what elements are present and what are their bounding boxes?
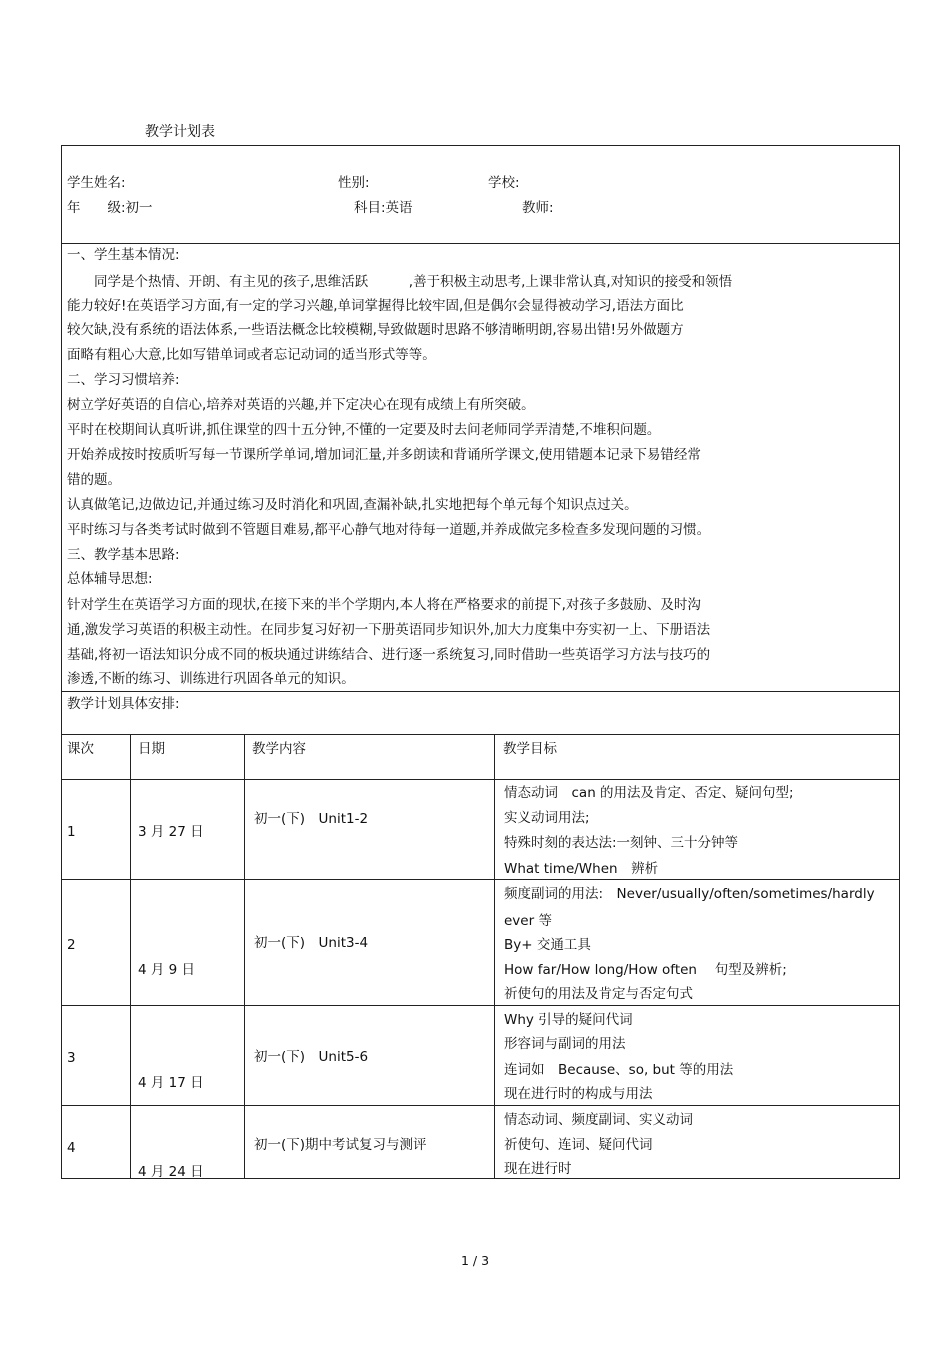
row-goal-line: How far/How long/How often 句型及辨析; bbox=[504, 962, 787, 978]
row-date: 4 月 17 日 bbox=[138, 1075, 204, 1091]
section1-line: 同学是个热情、开朗、有主见的孩子,思维活跃 ,善于积极主动思考,上课非常认真,对知识的接受和领悟 bbox=[67, 274, 733, 290]
gender-label: 性别: bbox=[338, 175, 370, 191]
row-goal-line: 祈使句、连词、疑问代词 bbox=[504, 1137, 653, 1153]
row-goal-line: 频度副词的用法: Never/usually/often/sometimes/hardly bbox=[504, 886, 875, 902]
row-goal-line: 实义动词用法; bbox=[504, 810, 590, 826]
document-title: 教学计划表 bbox=[145, 124, 215, 140]
row-goal-line: ever 等 bbox=[504, 913, 552, 929]
section3-line: 针对学生在英语学习方面的现状,在接下来的半个学期内,本人将在严格要求的前提下,对孩子多鼓励、及时沟 bbox=[67, 597, 701, 613]
section3-line: 通,激发学习英语的积极主动性。在同步复习好初一下册英语同步知识外,加大力度集中夯实初一上、下册语法 bbox=[67, 622, 711, 638]
row-goal-line: 情态动词、频度副词、实义动词 bbox=[504, 1112, 693, 1128]
row-content: 初一(下) Unit5-6 bbox=[254, 1049, 369, 1065]
header-divider bbox=[61, 243, 900, 244]
student-name-label: 学生姓名: bbox=[67, 175, 126, 191]
row-lesson-number: 1 bbox=[67, 824, 76, 840]
row-divider bbox=[61, 1005, 900, 1006]
row-lesson-number: 2 bbox=[67, 937, 76, 953]
row-goal-line: 特殊时刻的表达法:一刻钟、三十分钟等 bbox=[504, 835, 739, 851]
row-divider bbox=[61, 1105, 900, 1106]
subject-label: 科目:英语 bbox=[354, 200, 413, 216]
row-goal-line: By+ 交通工具 bbox=[504, 937, 591, 953]
teacher-label: 教师: bbox=[522, 200, 554, 216]
section2-line: 平时在校期间认真听讲,抓住课堂的四十五分钟,不懂的一定要及时去问老师同学弄清楚,不堆积问题。 bbox=[67, 422, 661, 438]
section1-line: 能力较好!在英语学习方面,有一定的学习兴趣,单词掌握得比较牢固,但是偶尔会显得被动学习,语法方面比 bbox=[67, 298, 684, 314]
row-content: 初一(下) Unit1-2 bbox=[254, 811, 369, 827]
section3-heading: 三、教学基本思路: bbox=[67, 547, 180, 563]
section3-line: 基础,将初一语法知识分成不同的板块通过讲练结合、进行逐一系统复习,同时借助一些英语学习方法与技巧的 bbox=[67, 647, 711, 663]
row-date: 3 月 27 日 bbox=[138, 824, 204, 840]
column-header-goals: 教学目标 bbox=[503, 741, 557, 757]
row-goal-line: Why 引导的疑问代词 bbox=[504, 1012, 633, 1028]
section1-heading: 一、学生基本情况: bbox=[67, 247, 180, 263]
row-goal-line: 情态动词 can 的用法及肯定、否定、疑问句型; bbox=[504, 785, 794, 801]
row-content: 初一(下) Unit3-4 bbox=[254, 935, 369, 951]
section2-line: 平时练习与各类考试时做到不管题目难易,都平心静气地对待每一道题,并养成做完多检查多发现问题的习惯。 bbox=[67, 522, 711, 538]
plan-heading: 教学计划具体安排: bbox=[67, 696, 180, 712]
schedule-top-divider bbox=[61, 734, 900, 735]
row-lesson-number: 3 bbox=[67, 1050, 76, 1066]
section-divider bbox=[61, 691, 900, 692]
row-goal-line: 现在进行时 bbox=[504, 1161, 572, 1177]
section2-line: 错的题。 bbox=[67, 472, 121, 488]
section3-line: 渗透,不断的练习、训练进行巩固各单元的知识。 bbox=[67, 671, 355, 687]
grade-label: 年 级:初一 bbox=[67, 200, 153, 216]
section2-line: 开始养成按时按质听写每一节课所学单词,增加词汇量,并多朗读和背诵所学课文,使用错题本记录下易错经常 bbox=[67, 447, 701, 463]
section2-line: 认真做笔记,边做边记,并通过练习及时消化和巩固,查漏补缺,扎实地把每个单元每个知识点过关。 bbox=[67, 497, 638, 513]
column-divider bbox=[494, 734, 495, 1179]
row-content: 初一(下)期中考试复习与测评 bbox=[254, 1137, 427, 1153]
school-label: 学校: bbox=[488, 175, 520, 191]
column-header-content: 教学内容 bbox=[252, 741, 306, 757]
row-goal-line: 祈使句的用法及肯定与否定句式 bbox=[504, 986, 693, 1002]
row-goal-line: 现在进行时的构成与用法 bbox=[504, 1086, 653, 1102]
column-divider bbox=[130, 734, 131, 1179]
row-goal-line: 连词如 Because、so, but 等的用法 bbox=[504, 1062, 734, 1078]
section3-subheading: 总体辅导思想: bbox=[67, 571, 153, 587]
section2-heading: 二、学习习惯培养: bbox=[67, 372, 180, 388]
row-lesson-number: 4 bbox=[67, 1140, 76, 1156]
row-date: 4 月 9 日 bbox=[138, 962, 196, 978]
column-header-date: 日期 bbox=[138, 741, 165, 757]
section2-line: 树立学好英语的自信心,培养对英语的兴趣,并下定决心在现有成绩上有所突破。 bbox=[67, 397, 535, 413]
column-divider bbox=[244, 734, 245, 1179]
page-number: 1 / 3 bbox=[460, 1253, 490, 1268]
section1-line: 面略有粗心大意,比如写错单词或者忘记动词的适当形式等等。 bbox=[67, 347, 436, 363]
column-header-lesson: 课次 bbox=[67, 741, 94, 757]
row-goal-line: 形容词与副词的用法 bbox=[504, 1036, 626, 1052]
row-date: 4 月 24 日 bbox=[138, 1164, 204, 1180]
row-divider bbox=[61, 879, 900, 880]
row-goal-line: What time/When 辨析 bbox=[504, 861, 659, 877]
section1-line: 较欠缺,没有系统的语法体系,一些语法概念比较模糊,导致做题时思路不够清晰明朗,容易出错!另外做题方 bbox=[67, 322, 684, 338]
row-divider bbox=[61, 779, 900, 780]
